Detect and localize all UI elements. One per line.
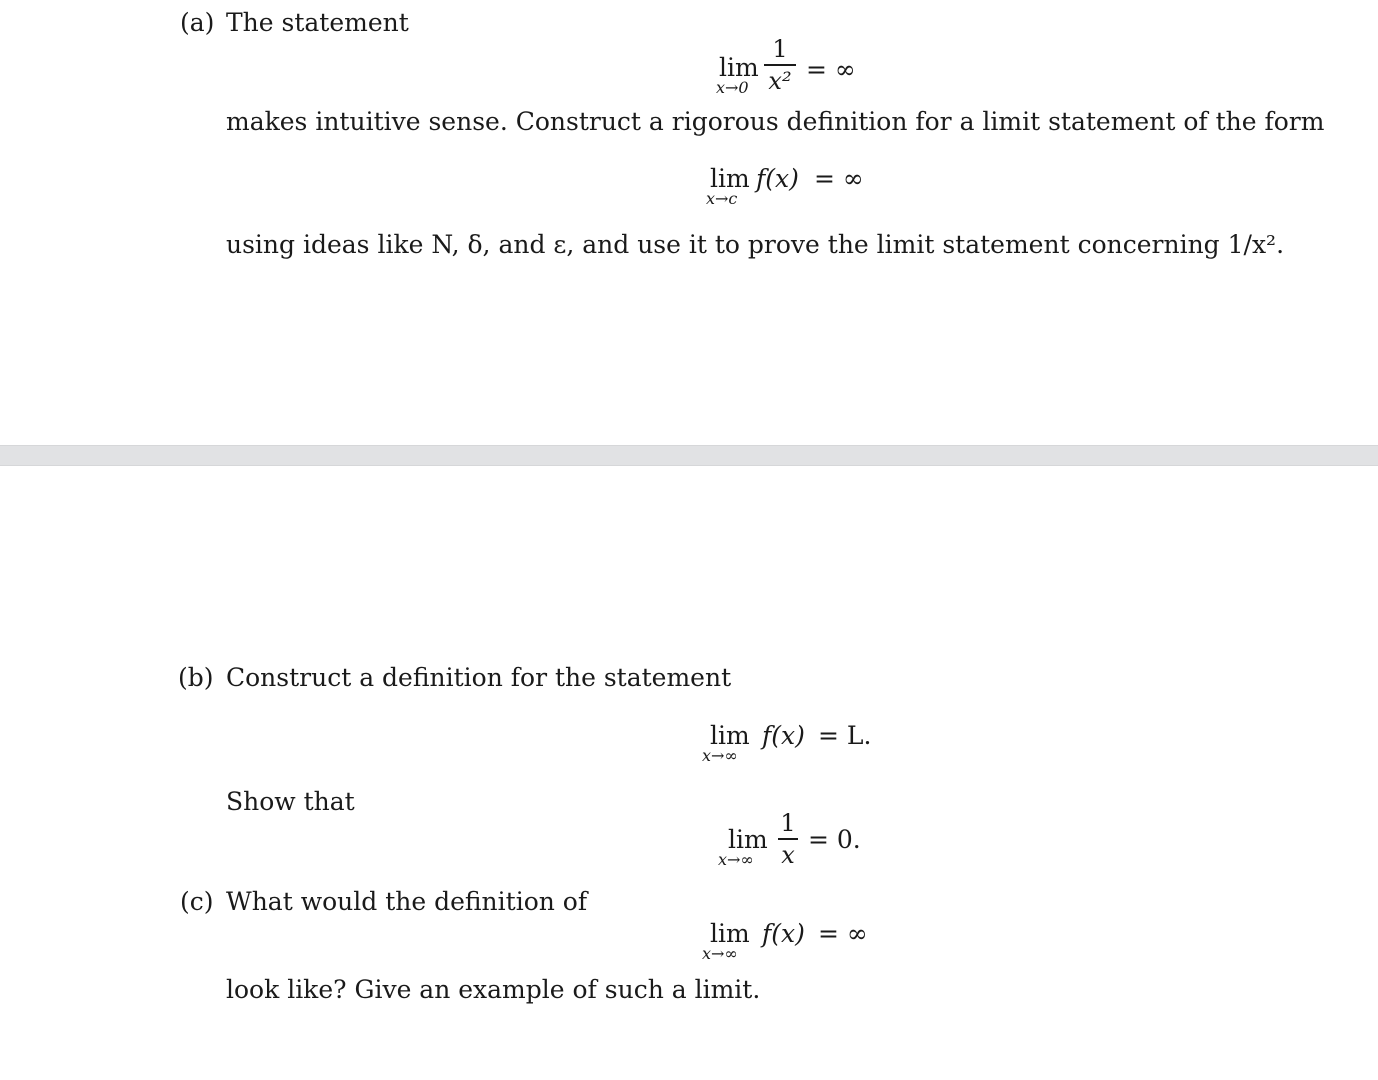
part-a-intro: The statement bbox=[226, 8, 409, 37]
denominator: x² bbox=[768, 66, 792, 95]
lim-operator: lim bbox=[710, 164, 750, 193]
lim-subscript: x→c bbox=[706, 189, 738, 208]
equation-rhs: = L. bbox=[818, 721, 872, 750]
numerator: 1 bbox=[772, 35, 788, 63]
fraction-bar bbox=[778, 838, 798, 840]
equation-rhs: = 0. bbox=[808, 825, 861, 854]
lim-subscript: x→∞ bbox=[702, 746, 738, 765]
part-a-label: (a) bbox=[180, 8, 215, 37]
denominator: x bbox=[781, 840, 795, 869]
lim-subscript: x→∞ bbox=[718, 850, 754, 869]
fraction-bar bbox=[764, 64, 796, 66]
equation-rhs: = ∞ bbox=[818, 919, 868, 948]
part-b-show-that: Show that bbox=[226, 787, 355, 816]
lim-operator: lim bbox=[710, 721, 750, 750]
part-a-line-3: using ideas like N, δ, and ε, and use it to prove the limit statement concerning 1/x². bbox=[226, 230, 1285, 259]
function-expr: f(x) bbox=[762, 919, 805, 948]
part-c-intro: What would the definition of bbox=[226, 887, 588, 916]
lim-operator: lim bbox=[710, 919, 750, 948]
part-a-line-2: makes intuitive sense. Construct a rigorous definition for a limit statement of the form bbox=[226, 107, 1325, 136]
lim-subscript: x→∞ bbox=[702, 944, 738, 963]
lim-subscript: x→0 bbox=[716, 78, 749, 97]
part-b-intro: Construct a definition for the statement bbox=[226, 663, 732, 692]
lim-operator: lim bbox=[719, 53, 759, 82]
part-c-label: (c) bbox=[180, 887, 214, 916]
part-b-label: (b) bbox=[178, 663, 214, 692]
lim-operator: lim bbox=[728, 825, 768, 854]
equation-rhs: = ∞ bbox=[806, 55, 856, 84]
function-expr: f(x) bbox=[756, 164, 799, 193]
numerator: 1 bbox=[780, 809, 796, 837]
function-expr: f(x) bbox=[762, 721, 805, 750]
fraction bbox=[764, 36, 796, 94]
part-c-outro: look like? Give an example of such a limit. bbox=[226, 975, 761, 1004]
page-divider bbox=[0, 445, 1378, 466]
fraction bbox=[778, 810, 798, 868]
equation-rhs: = ∞ bbox=[814, 164, 864, 193]
